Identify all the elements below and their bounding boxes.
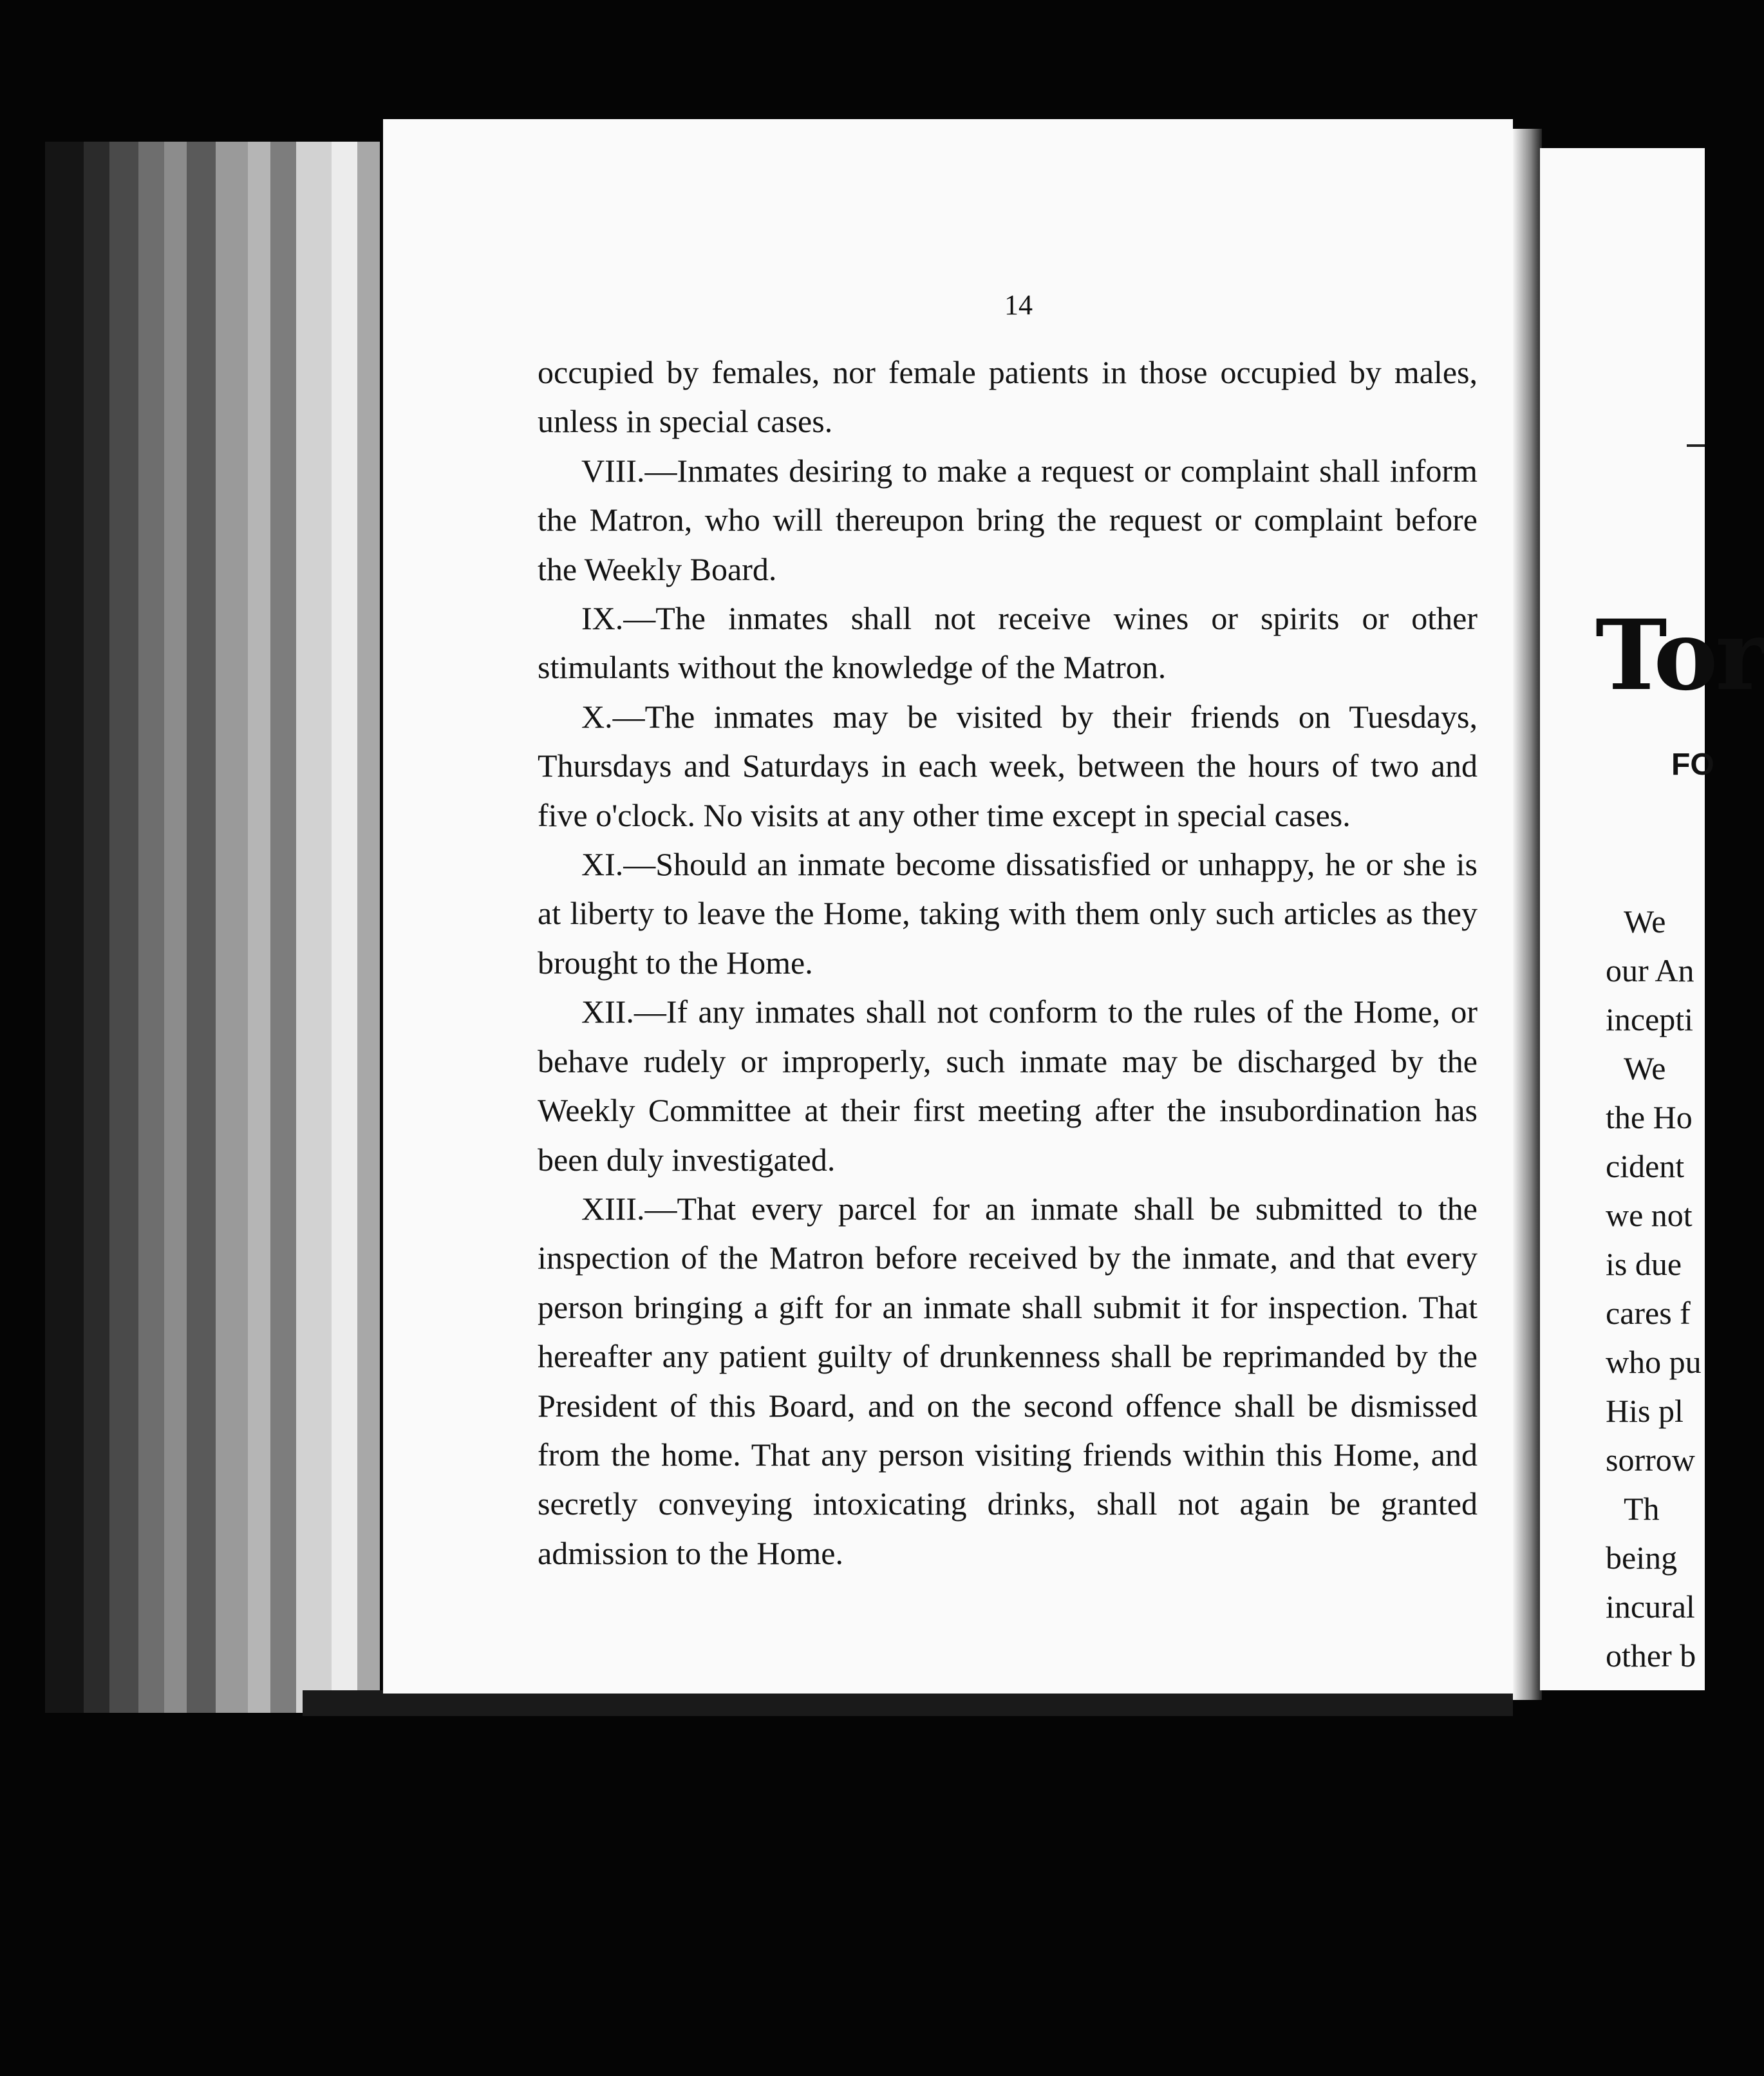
right-line: being: [1606, 1540, 1678, 1576]
right-line: His pl: [1606, 1393, 1684, 1429]
paragraph: XII.—If any inmates shall not conform to the rules of the Home, or behave rudely or improperly, such inmate may be discharged by the Weekly Committee at their first meeting after the insubordination has been duly investigated.: [538, 994, 1478, 1178]
right-line: who pu: [1606, 1344, 1702, 1380]
right-line: we not: [1606, 1197, 1693, 1233]
paragraph: XIII.—That every parcel for an inmate shall be submitted to the inspection of the Matron before received by the inmate, and that every person bringing a gift for an inmate shall submit it for inspection. That hereafter any patient guilty of drunkenness shall be reprimanded by the President of this Board, and on the second offence shall be dismissed from the home. That any person visiting friends within this Home, and secretly conveying intoxicating drinks, shall not again be granted admission to the Home.: [538, 1190, 1478, 1571]
right-page-subtitle: FO: [1671, 748, 1714, 782]
decorative-dash: [1687, 444, 1705, 447]
right-line: Th: [1624, 1491, 1660, 1527]
right-line: cident: [1606, 1148, 1685, 1184]
paragraph: IX.—The inmates shall not receive wines or spirits or other stimulants without the knowledge of the Matron.: [538, 600, 1478, 686]
paragraph: occupied by females, nor female patients in those occupied by males, unless in special cases.: [538, 354, 1478, 440]
right-line: We: [1624, 903, 1666, 939]
paragraph: XI.—Should an inmate become dissatisfied or unhappy, he or she is at liberty to leave the Home, taking with them only such articles as they brought to the Home.: [538, 846, 1478, 981]
right-page-content: [1540, 0, 1764, 2076]
paragraph: VIII.—Inmates desiring to make a request or complaint shall inform the Matron, who will thereupon bring the request or complaint before the Weekly Board.: [538, 452, 1478, 587]
right-line: incural: [1606, 1589, 1695, 1625]
book-gutter: [1513, 129, 1542, 1700]
right-page-title: Tor: [1595, 599, 1764, 712]
right-line: is due: [1606, 1246, 1682, 1282]
right-line: cares f: [1606, 1295, 1691, 1331]
right-line: other b: [1606, 1637, 1696, 1674]
body-text: [538, 348, 1478, 1578]
right-line: We: [1624, 1050, 1666, 1086]
paragraph: X.—The inmates may be visited by their friends on Tuesdays, Thursdays and Saturdays in each week, between the hours of two and five o'clock. No visits at any other time except in special cases.: [538, 698, 1478, 833]
right-line: incepti: [1606, 1001, 1694, 1037]
page-number: 14: [1004, 289, 1033, 321]
right-line: sorrow: [1606, 1442, 1695, 1478]
right-line: the Ho: [1606, 1099, 1693, 1135]
book-bottom-edge: [303, 1690, 1513, 1716]
right-line: our An: [1606, 952, 1694, 988]
page-edges: [45, 142, 380, 1713]
